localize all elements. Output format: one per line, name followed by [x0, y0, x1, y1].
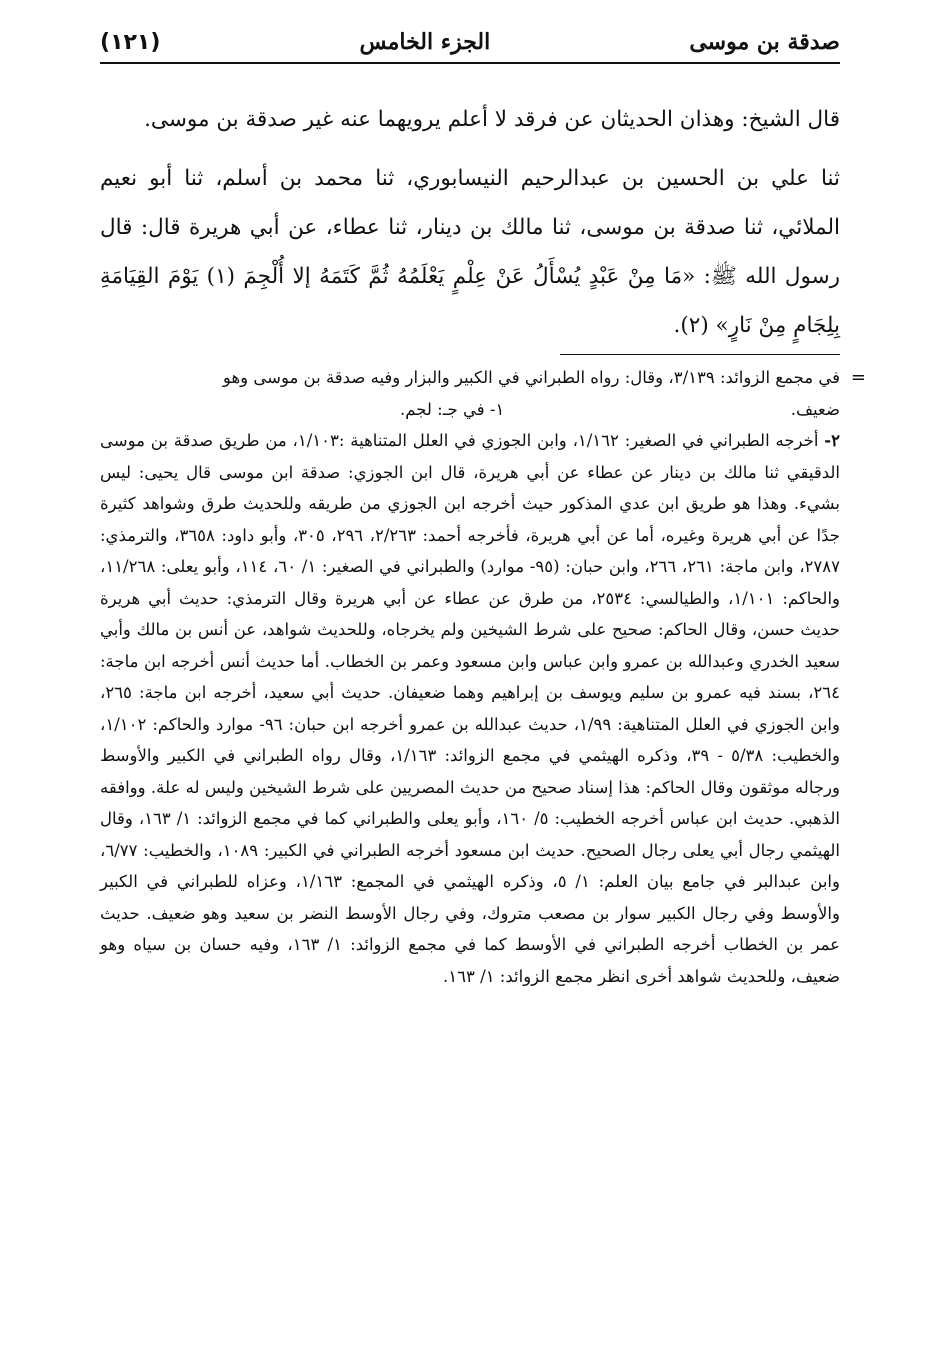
footnote-separator: [560, 354, 840, 355]
main-paragraph-1: قال الشيخ: وهذان الحديثان عن فرقد لا أعلم يرويهما عنه غير صدقة بن موسى.: [144, 107, 840, 132]
main-paragraph-2: ثنا علي بن الحسين بن عبدالرحيم النيسابوري، ثنا محمد بن أسلم، ثنا أبو نعيم الملائي، ثنا صدقة بن موسى، ثنا مالك بن دينار، ثنا عطاء، عن أبي هريرة قال: قال رسول الله ﷺ: «مَا مِنْ عَبْدٍ يُسْأَلُ عَنْ عِلْمٍ يَعْلَمُهُ ثُمَّ كَتَمَهُ إلا أُلْجِمَ (١) يَوْمَ القِيَامَةِ بِلِجَامٍ مِنْ نَارٍ» (٢).: [100, 166, 840, 338]
continuation-text: في مجمع الزوائد: ٣/١٣٩، وقال: رواه الطبراني في الكبير والبزار وفيه صدقة بن موسى وهو: [222, 368, 840, 387]
page-header: [100, 22, 840, 62]
footnote-continuation: [100, 362, 866, 394]
footnote-1: ١- في جـ: لجم.: [400, 399, 505, 419]
continuation-marker: =: [850, 367, 866, 388]
page-number: (١٢١): [100, 29, 161, 55]
running-title-center: الجزء الخامس: [359, 29, 491, 55]
footnotes: [100, 362, 866, 992]
footnote-2-text: أخرجه الطبراني في الصغير: ١/١٦٢، وابن الجوزي في العلل المتناهية :١/١٠٣، من طريق صدقة بن موسى الدقيقي ثنا مالك بن دينار عن عطاء عن أبي هريرة، قال ابن الجوزي: صدقة ابن موسى قال يحيى: ليس بشيء. وهذا هو طريق ابن عدي المذكور حيث أخرجه ابن الجوزي من طريقه وللحديث طرق وشواهد كثيرة جدًا عن أبي هريرة وغيره، أما عن أبي هريرة، فأخرجه أحمد: ٢/٢٦٣، ٢٩٦، ٣٠٥، وأبو داود: ٣٦٥٨، والترمذي: ٢٧٨٧، وابن ماجة: ٢٦١، ٢٦٦، وابن حبان: (٩٥- موارد) والطبراني في الصغير: ١/ ٦٠، ١١٤، وأبو يعلى: ١١/٢٦٨، والحاكم: ١/١٠١، والطيالسي: ٢٥٣٤، من طرق عن عطاء عن أبي هريرة وقال الترمذي: حديث أبي هريرة حديث حسن، وقال الحاكم: صحيح على شرط الشيخين ولم يخرجاه، وللحديث شواهد، عن أنس بن مالك وأبي سعيد الخدري وعبدالله بن عمرو وابن عباس وابن مسعود وعمر بن الخطاب. أما حديث أنس أخرجه ابن ماجة: ٢٦٤، بسند فيه عمرو بن سليم ويوسف بن إبراهيم وهما ضعيفان. حديث أبي سعيد، أخرجه ابن ماجة: ٢٦٥، وابن الجوزي في العلل المتناهية: ١/٩٩، حديث عبدالله بن عمرو أخرجه ابن حبان: ٩٦- موارد والحاكم: ١/١٠٢، والخطيب: ٥/٣٨ - ٣٩، وذكره الهيثمي في مجمع الزوائد: ١/١٦٣، وقال رواه الطبراني في الكبير والأوسط ورجاله موثقون وقال الحاكم: هذا إسناد صحيح من حديث المصريين على شرط الشيخين وليس له علة. ووافقه الذهبي. حديث ابن عباس أخرجه الخطيب: ٥/ ١٦٠، وأبو يعلى والطبراني كما في مجمع الزوائد: ١/ ١٦٣، وقال الهيثمي رجال أبي يعلى رجال الصحيح. حديث ابن مسعود أخرجه الطبراني في الكبير: ١٠٨٩، والخطيب: ٦/٧٧، وابن عبدالبر في جامع بيان العلم: ١/ ٥، وذكره الهيثمي في المجمع: ١/١٦٣، وعزاه للطبراني في الكبير والأوسط وفي رجال الكبير سوار بن مصعب متروك، وفي رجال الأوسط النضر بن سعيد وهو ضعيف. حديث عمر بن الخطاب أخرجه الطبراني في الأوسط كما في مجمع الزوائد: ١/ ١٦٣، وفيه حسان بن سياه وهو ضعيف، وللحديث شواهد أخرى انظر مجمع الزوائد: ١/ ١٦٣.: [100, 431, 841, 986]
footnote-line-2: [100, 394, 840, 426]
running-title-right: صدقة بن موسى: [689, 29, 840, 55]
header-rule: [100, 62, 840, 64]
footnote-2: [100, 425, 840, 992]
main-text: [100, 95, 840, 350]
continuation-end: ضعيف.: [790, 399, 840, 419]
footnote-2-number: ٢-: [824, 431, 840, 450]
